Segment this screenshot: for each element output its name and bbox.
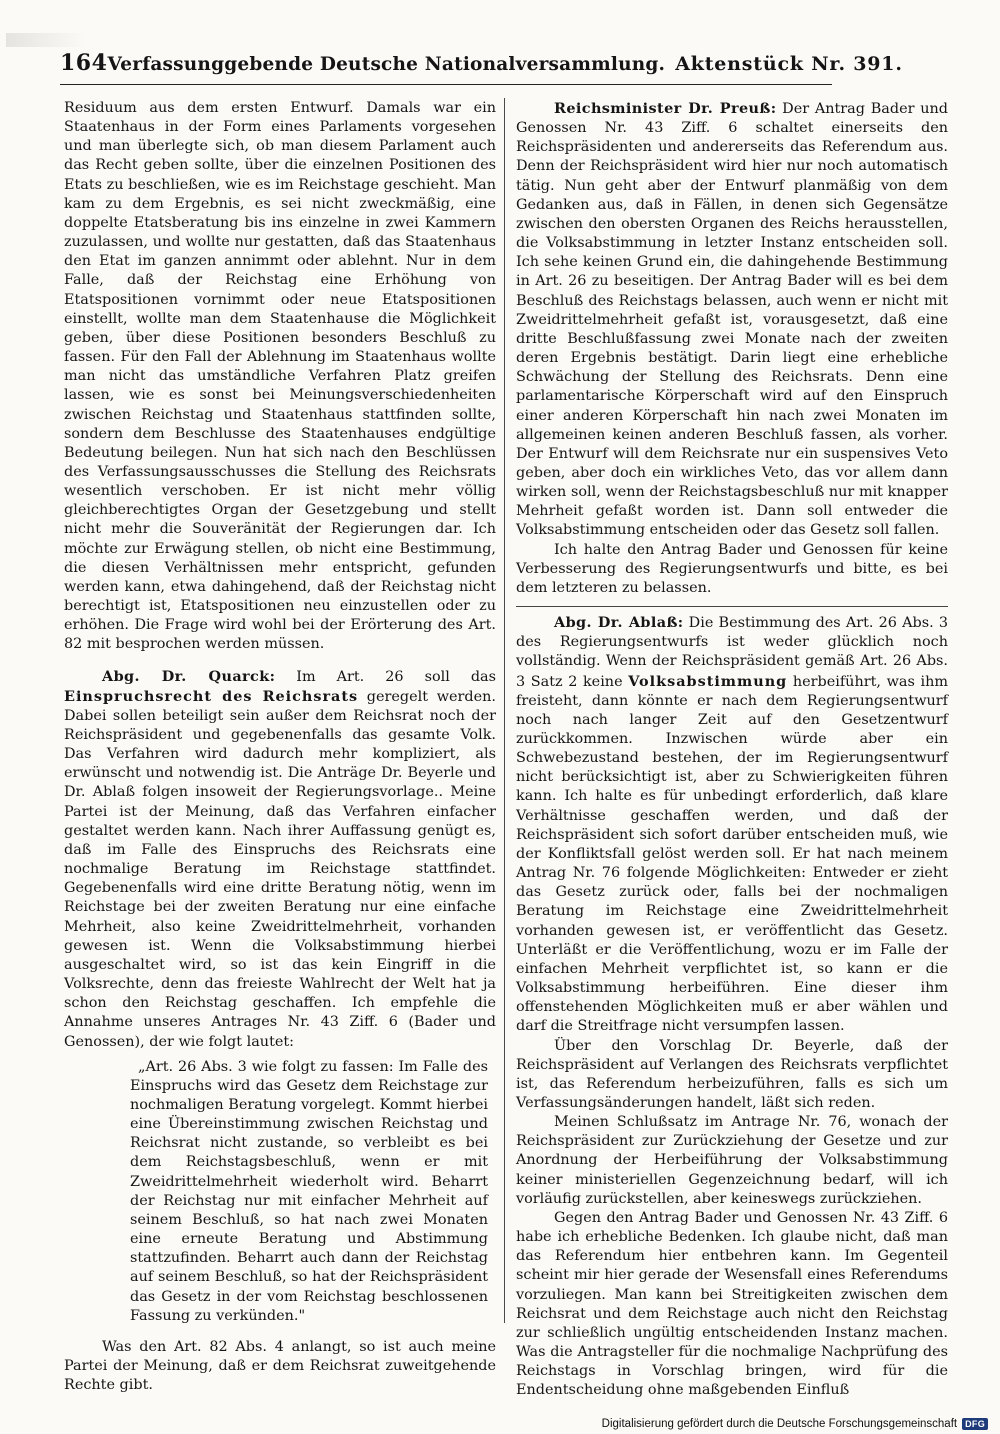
scan-artifact <box>6 33 86 47</box>
paragraph-text: Die Bestimmung des Art. 26 Abs. 3 des Regierungsentwurfs ist weder glücklich noch vollständig. Wenn der Reichspräsident gemäß Art. 26 Abs. 3 Satz 2 keine <box>516 615 948 690</box>
speaker-name: Abg. Dr. Quarck: <box>102 667 276 685</box>
dfg-logo: DFG <box>962 1418 988 1430</box>
paragraph: Ich halte den Antrag Bader und Genossen für keine Verbesserung des Regierungsentwurfs und bitte, es bei dem letzteren zu belassen. <box>516 541 948 596</box>
paragraph-text: geregelt werden. Dabei sollen beteiligt sein außer dem Reichsrat noch der Reichspräsident und gegebenenfalls das gesamte Volk. Das Verfahren wird dadurch mehr kompliziert, als erwünscht und notwendig ist. Die Anträge Dr. Beyerle und Dr. Ablaß folgen insoweit der Regierungsvorlage.. Meine Partei ist der Meinung, daß das Verfahren einfacher gestaltet werden kann. Nach ihrer Auffassung genügt es, daß im Falle des Einspruchs des Reichsrats eine nochmalige Beratung im Reichstage stattfindet. Gegebenenfalls wird eine dritte Beratung nötig, wenn im Reichstage bei der zweiten Beratung nur eine einfache Mehrheit, also keine Zweidrittelmehrheit, vorhanden gewesen ist. Wenn die Volksabstimmung hierbei ausgeschaltet wird, so ist das kein Eingriff in die Volksrechte, denn das freieste Wahlrecht der Welt hat ja schon den Reichstag geschaffen. Ich empfehle die Annahme unseres Antrages Nr. 43 Ziff. 6 (Bader und Genossen), der wie folgt lautet: <box>64 688 496 1050</box>
speaker-name: Reichsminister Dr. Preuß: <box>554 100 777 117</box>
credit-text: Digitalisierung gefördert durch die Deutsche Forschungsgemeinschaft <box>601 1418 958 1430</box>
page-header <box>60 50 903 85</box>
left-column <box>64 99 496 1395</box>
paragraph-text: herbeiführt, was ihm freisteht, dann könnte er nach dem Regierungsentwurf noch nach langer Zeit auf den Gesetzentwurf zurückkommen. Inzwischen würde aber ein Schwebezustand bestehen, der im Regierungsentwurf nicht berücksichtigt ist, aber zu Schwierigkeiten führen kann. Ich halte es für unbedingt erforderlich, daß klare Verhältnisse geschaffen werden, und daß der Reichspräsident sich sofort darüber entscheiden muß, wie der Konfliktsfall gelöst werden soll. Er hat nach meinem Antrag Nr. 76 folgende Möglichkeiten: Entweder er zieht das Gesetz zurück oder, falls bei der nochmaligen Beratung im Reichstage eine Zweidrittelmehrheit vorhanden gewesen ist, er veröffentlicht das Gesetz. Unterläßt er die Veröffentlichung, wozu er im Falle der einfachen Mehrheit verpflichtet ist, so kann er die Volksabstimmung herbeiführen. Eine dieser ihm offenstehenden Möglichkeiten muß er aber wählen und darf die Streitfrage nicht versumpfen lassen. <box>516 673 948 1035</box>
section-separator <box>516 606 948 607</box>
paragraph-ablass <box>516 613 948 1036</box>
document-number: Aktenstück Nr. 391. <box>675 53 903 75</box>
paragraph: Gegen den Antrag Bader und Genossen Nr. 43 Ziff. 6 habe ich erhebliche Bedenken. Ich glaube nicht, daß man das Referendum hier entbehren kann. Im Gegenteil scheint mir hier gerade der Wesensfall eines Referendums vorzuliegen. Man kann bei Streitigkeiten zwischen dem Reichsrat und dem Reichstage auch nicht den Reichstag zur schließlich ungültig entscheidenden Instanz machen. Was die Antragsteller für die nochmalige Nachprüfung des Reichstags in Vorschlag bringen, wird für die Endentscheidung ohne maßgebenden Einfluß <box>516 1209 948 1399</box>
page-number: 164 <box>60 50 108 76</box>
paragraph-quarck <box>64 667 496 1052</box>
paragraph: Meinen Schlußsatz im Antrage Nr. 76, wonach der Reichspräsident zur Zurückziehung der Gesetze und zur Anordnung der Herbeiführung der Volksabstimmung keiner ministeriellen Gegenzeichnung bedarf, will ich vorläufig zurückstellen, aber keineswegs zurückziehen. <box>516 1114 948 1207</box>
paragraph: Über den Vorschlag Dr. Beyerle, daß der Reichspräsident auf Verlangen des Reichsrats verpflichtet ist, das Referendum herbeizuführen, falls es sich um Verfassungsänderungen handelt, läßt sich reden. <box>516 1037 948 1111</box>
emphasized-text: Einspruchsrecht des Reichsrats <box>64 687 359 705</box>
column-divider <box>504 98 505 1323</box>
paragraph-preuss <box>516 99 948 541</box>
speaker-name: Abg. Dr. Ablaß: <box>554 614 684 632</box>
running-head: Verfassunggebende Deutsche Nationalversammlung. <box>107 54 666 75</box>
paragraph: Residuum aus dem ersten Entwurf. Damals war ein Staatenhaus in der Form eines Parlaments vorgesehen und man überlegte sich, ob man diesem Parlament auch das Recht geben sollte, über die einzelnen Positionen des Etats zu beschließen, wie es im Reichstage geschieht. Man kam zu dem Ergebnis, es sei nicht zweckmäßig, eine doppelte Etatsberatung bis ins einzelne in zwei Kammern zuzulassen, und wollte nur gestatten, daß das Staatenhaus den Etat im ganzen annimmt oder ablehnt. Nur in dem Falle, daß der Reichstag eine Erhöhung von Etatspositionen vornimmt oder neue Etatspositionen einstellt, wollte man dem Staatenhause die Möglichkeit geben, über diese Positionen besonders Beschluß zu fassen. Für den Fall der Ablehnung im Staatenhaus wollte man nicht das umständliche Verfahren Platz greifen lassen, wie es sonst bei Meinungsverschiedenheiten zwischen Reichstag und Staatenhaus stattfinden sollte, sondern dem Beschlusse des Staatenhauses endgültige Bedeutung beilegen. Nun hat sich nach den Beschlüssen des Verfassungsausschusses die Stellung des Reichsrats wesentlich verschoben. Er ist nicht mehr völlig gleichberechtigtes Organ der Gesetzgebung und stellt nicht mehr die Souveränität der Regierungen dar. Ich möchte zur Erwägung stellen, ob nicht eine Bestimmung, die diesen Verhältnissen mehr entspricht, gefunden werden kann, etwa dahingehend, daß der Reichstag nicht berechtigt ist, Etatspositionen neu einzustellen oder zu erhöhen. Die Frage wird wohl bei der Erörterung des Art. 82 mit besprochen werden müssen. <box>64 100 496 653</box>
digitization-credit <box>602 1418 988 1430</box>
quoted-motion: „Art. 26 Abs. 3 wie folgt zu fassen: Im Falle des Einspruchs wird das Gesetz dem Reichstage zur nochmaligen Beratung vorgelegt. Kommt hierbei eine Übereinstimmung zwischen Reichstag und Reichsrat nicht zustande, so verbleibt es bei dem Reichstagsbeschluß, wenn er mit Zweidrittelmehrheit wiederholt wird. Beharrt der Reichstag nur mit einfacher Mehrheit auf seinem Beschluß, so hat nach zwei Monaten eine erneute Beratung und Abstimmung stattzufinden. Beharrt auch dann der Reichstag auf seinem Beschluß, so hat der Reichspräsident das Gesetz in der vom Reichstag beschlossenen Fassung zu verkünden." <box>130 1058 488 1324</box>
emphasized-text: Volksabstimmung <box>628 672 788 690</box>
right-column <box>516 99 948 1400</box>
paragraph: Was den Art. 82 Abs. 4 anlangt, so ist auch meine Partei der Meinung, daß er dem Reichsrat zuweitgehende Rechte gibt. <box>64 1338 496 1394</box>
paragraph-text: Im Art. 26 soll das <box>275 668 496 685</box>
paragraph-text: Der Antrag Bader und Genossen Nr. 43 Ziff. 6 schaltet einerseits den Reichspräsidenten und andererseits das Referendum aus. Denn der Reichspräsident wird hier nur noch automatisch tätig. Nun geht aber der Entwurf planmäßig von dem Gedanken aus, daß in Fällen, in denen sich Gegensätze zwischen den obersten Organen des Reichs herausstellen, die Volksabstimmung in letzter Instanz entscheiden soll. Ich sehe keinen Grund ein, die dahingehende Bestimmung in Art. 26 zu beseitigen. Der Antrag Bader will es bei dem Beschluß des Reichstags belassen, auch wenn er nicht mit Zweidrittelmehrheit gefaßt ist, vorausgesetzt, daß eine dritte Beschlußfassung zwei Monate nach der zweiten deren Ergebnis bestätigt. Darin liegt eine erhebliche Schwächung der Stellung des Reichsrats. Denn eine parlamentarische Körperschaft wird auf den Einspruch einer anderen Körperschaft hin nach zwei Monaten im allgemeinen keinen anderen Beschluß fassen, als vorher. Der Entwurf will dem Reichsrate nur ein suspensives Veto geben, aber doch ein wirkliches Veto, das vor allem dann wirken soll, wenn der Reichstagsbeschluß nur mit knapper Mehrheit gefaßt worden ist. Dann soll entweder die Volksabstimmung entscheiden oder das Gesetz soll fallen. <box>516 101 948 539</box>
